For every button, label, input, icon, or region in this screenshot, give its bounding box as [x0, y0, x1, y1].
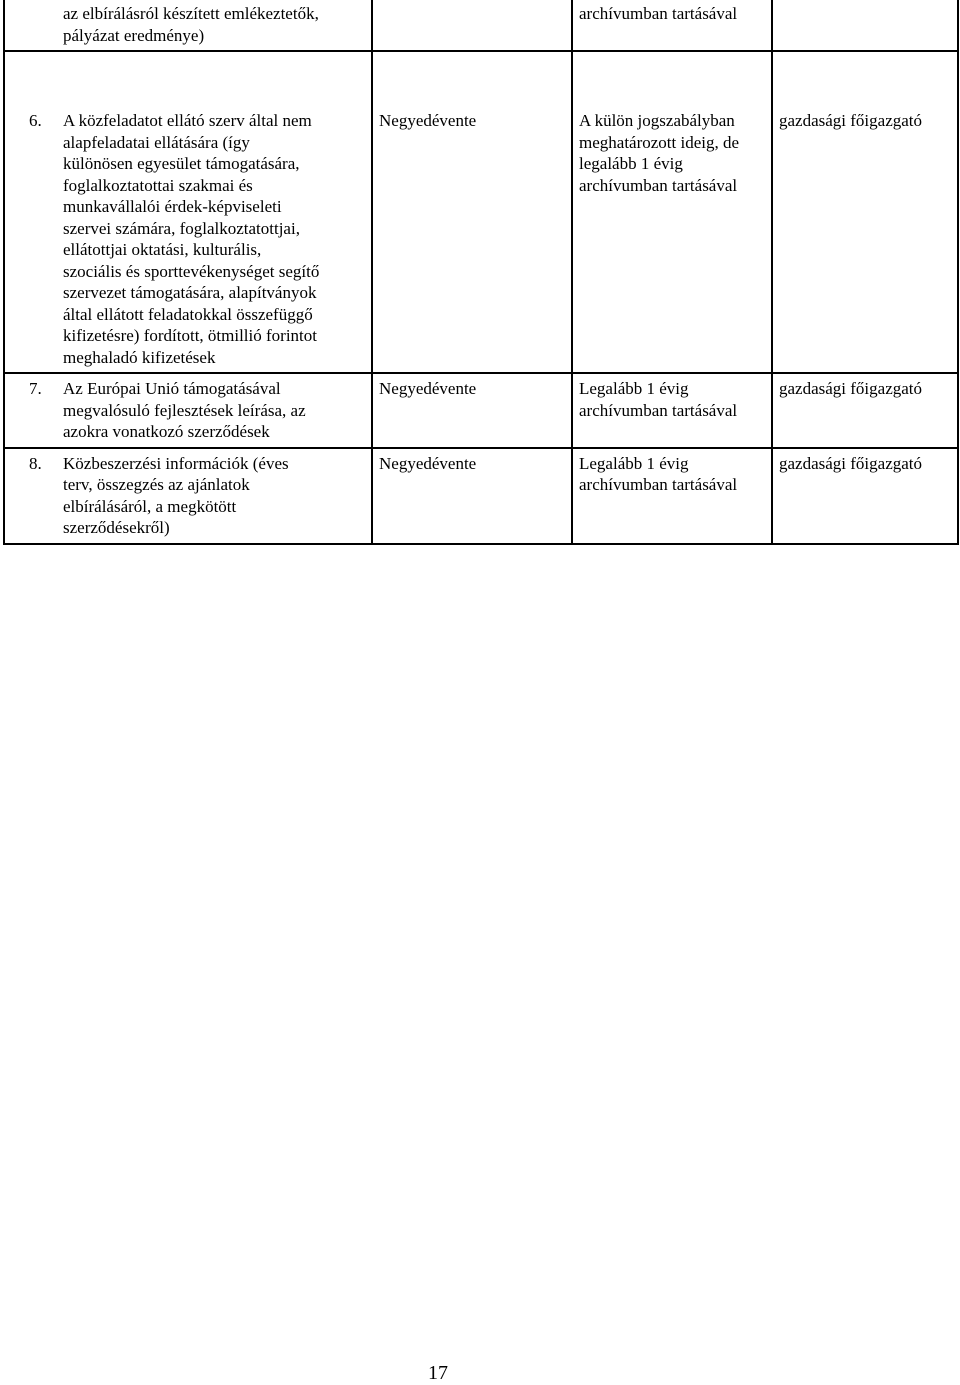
description-line: munkavállalói érdek-képviseleti	[63, 197, 282, 216]
table-row	[4, 448, 958, 544]
description-line: elbírálásáról, a megkötött	[63, 496, 237, 516]
disclosure-table	[3, 0, 959, 545]
row-number: 8.	[29, 453, 42, 473]
retention-cell	[572, 51, 772, 373]
page-number: 17	[428, 1362, 448, 1384]
description-line: szervei számára, foglalkoztatottjai,	[63, 218, 300, 238]
row-number: 6.	[29, 111, 42, 130]
retention-line: archívumban tartásával	[579, 475, 738, 494]
retention-line: archívumban tartásával	[579, 175, 738, 195]
description-line: Közbeszerzési információk (éves	[63, 453, 289, 473]
retention-line: archívumban tartásával	[579, 400, 738, 420]
retention-line: Legalább 1 évig	[579, 453, 689, 473]
description-cell	[4, 373, 372, 448]
row-number	[11, 3, 63, 46]
retention-line: archívumban tartásával	[579, 4, 738, 23]
description-line: szervezet támogatására, alapítványok	[63, 283, 317, 302]
responsible-cell: gazdasági főigazgató	[772, 448, 958, 544]
description-line: kifizetésre) fordított, ötmillió forintot	[63, 326, 317, 345]
description-line: megvalósuló fejlesztések leírása, az	[63, 400, 306, 420]
description-line: az elbírálásról készített emlékeztetők,	[63, 4, 319, 23]
retention-line: legalább 1 évig	[579, 154, 683, 173]
description-cell	[4, 0, 372, 51]
description-line: pályázat eredménye)	[63, 25, 205, 45]
responsible-cell: gazdasági főigazgató	[772, 51, 958, 373]
table-row	[4, 373, 958, 448]
retention-line: meghatározott ideig, de	[579, 132, 740, 152]
description-line: meghaladó kifizetések	[63, 347, 216, 367]
table-row	[4, 51, 958, 373]
description-line: ellátottjai oktatási, kulturális,	[63, 240, 262, 259]
frequency-cell: Negyedévente	[372, 448, 572, 544]
description-line: által ellátott feladatokkal összefüggő	[63, 304, 313, 324]
description-line: szerződésekről)	[63, 518, 170, 537]
description-cell	[4, 51, 372, 373]
description-line: foglalkoztatottai szakmai és	[63, 175, 253, 195]
retention-line: Legalább 1 évig	[579, 379, 689, 398]
frequency-cell: Negyedévente	[372, 51, 572, 373]
description-line: A közfeladatot ellátó szerv által nem	[63, 111, 312, 130]
retention-cell	[572, 448, 772, 544]
description-line: Az Európai Unió támogatásával	[63, 379, 281, 398]
description-line: azokra vonatkozó szerződések	[63, 422, 270, 441]
description-cell	[4, 448, 372, 544]
retention-cell	[572, 0, 772, 51]
description-line: alapfeladatai ellátására (így	[63, 132, 250, 152]
retention-line: A külön jogszabályban	[579, 111, 735, 130]
frequency-cell: Negyedévente	[372, 373, 572, 448]
responsible-cell: gazdasági főigazgató	[772, 373, 958, 448]
row-number: 7.	[29, 379, 42, 398]
frequency-cell	[372, 0, 572, 51]
description-line: terv, összegzés az ajánlatok	[63, 475, 250, 494]
description-line: különösen egyesület támogatására,	[63, 154, 300, 173]
description-line: szociális és sporttevékenységet segítő	[63, 261, 320, 281]
table-row	[4, 0, 958, 51]
responsible-cell	[772, 0, 958, 51]
retention-cell	[572, 373, 772, 448]
